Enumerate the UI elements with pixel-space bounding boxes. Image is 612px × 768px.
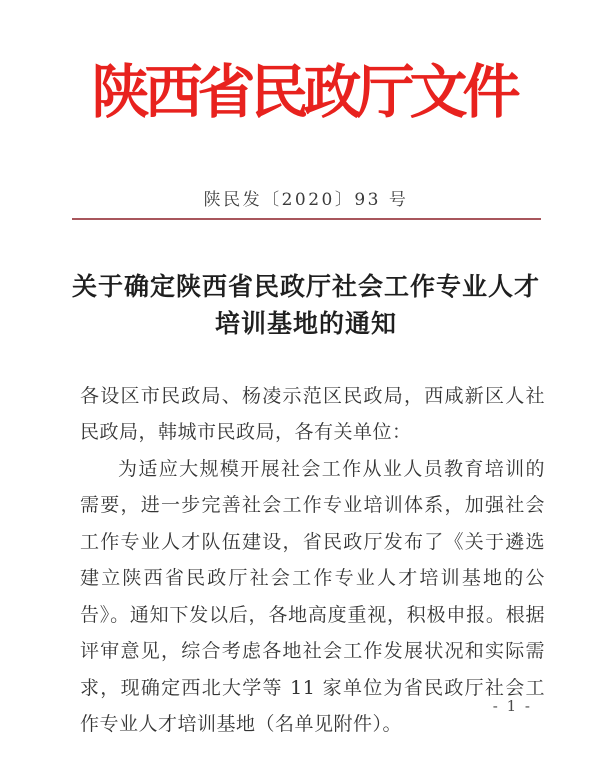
document-title [0,268,612,342]
document-number: 陕民发〔2020〕93 号 [203,189,409,210]
document-title-line2: 培训基地的通知 [214,308,397,338]
document-title-line1: 关于确定陕西省民政厅社会工作专业人才 [71,271,540,301]
red-divider-line [72,218,541,220]
document-body [80,378,545,743]
letterhead-title: 陕西省民政厅文件 [91,58,516,126]
body-paragraph: 为适应大规模开展社会工作从业人员教育培训的需要，进一步完善社会工作专业培训体系，加强社会工作专业人才队伍建设，省民政厅发布了《关于遴选建立陕西省民政厅社会工作专业人才培训基地的公告》。通知下发以后，各地高度重视，积极申报。根据评审意见，综合考虑各地社会工作发展状况和实际需求，现确定西北大学等 11 家单位为省民政厅社会工作专业人才培训基地（名单见附件）。 [80,457,545,736]
salutation: 各设区市民政局、杨凌示范区民政局，西咸新区人社民政局，韩城市民政局，各有关单位： [80,384,545,444]
page-number: - 1 - [492,697,532,715]
